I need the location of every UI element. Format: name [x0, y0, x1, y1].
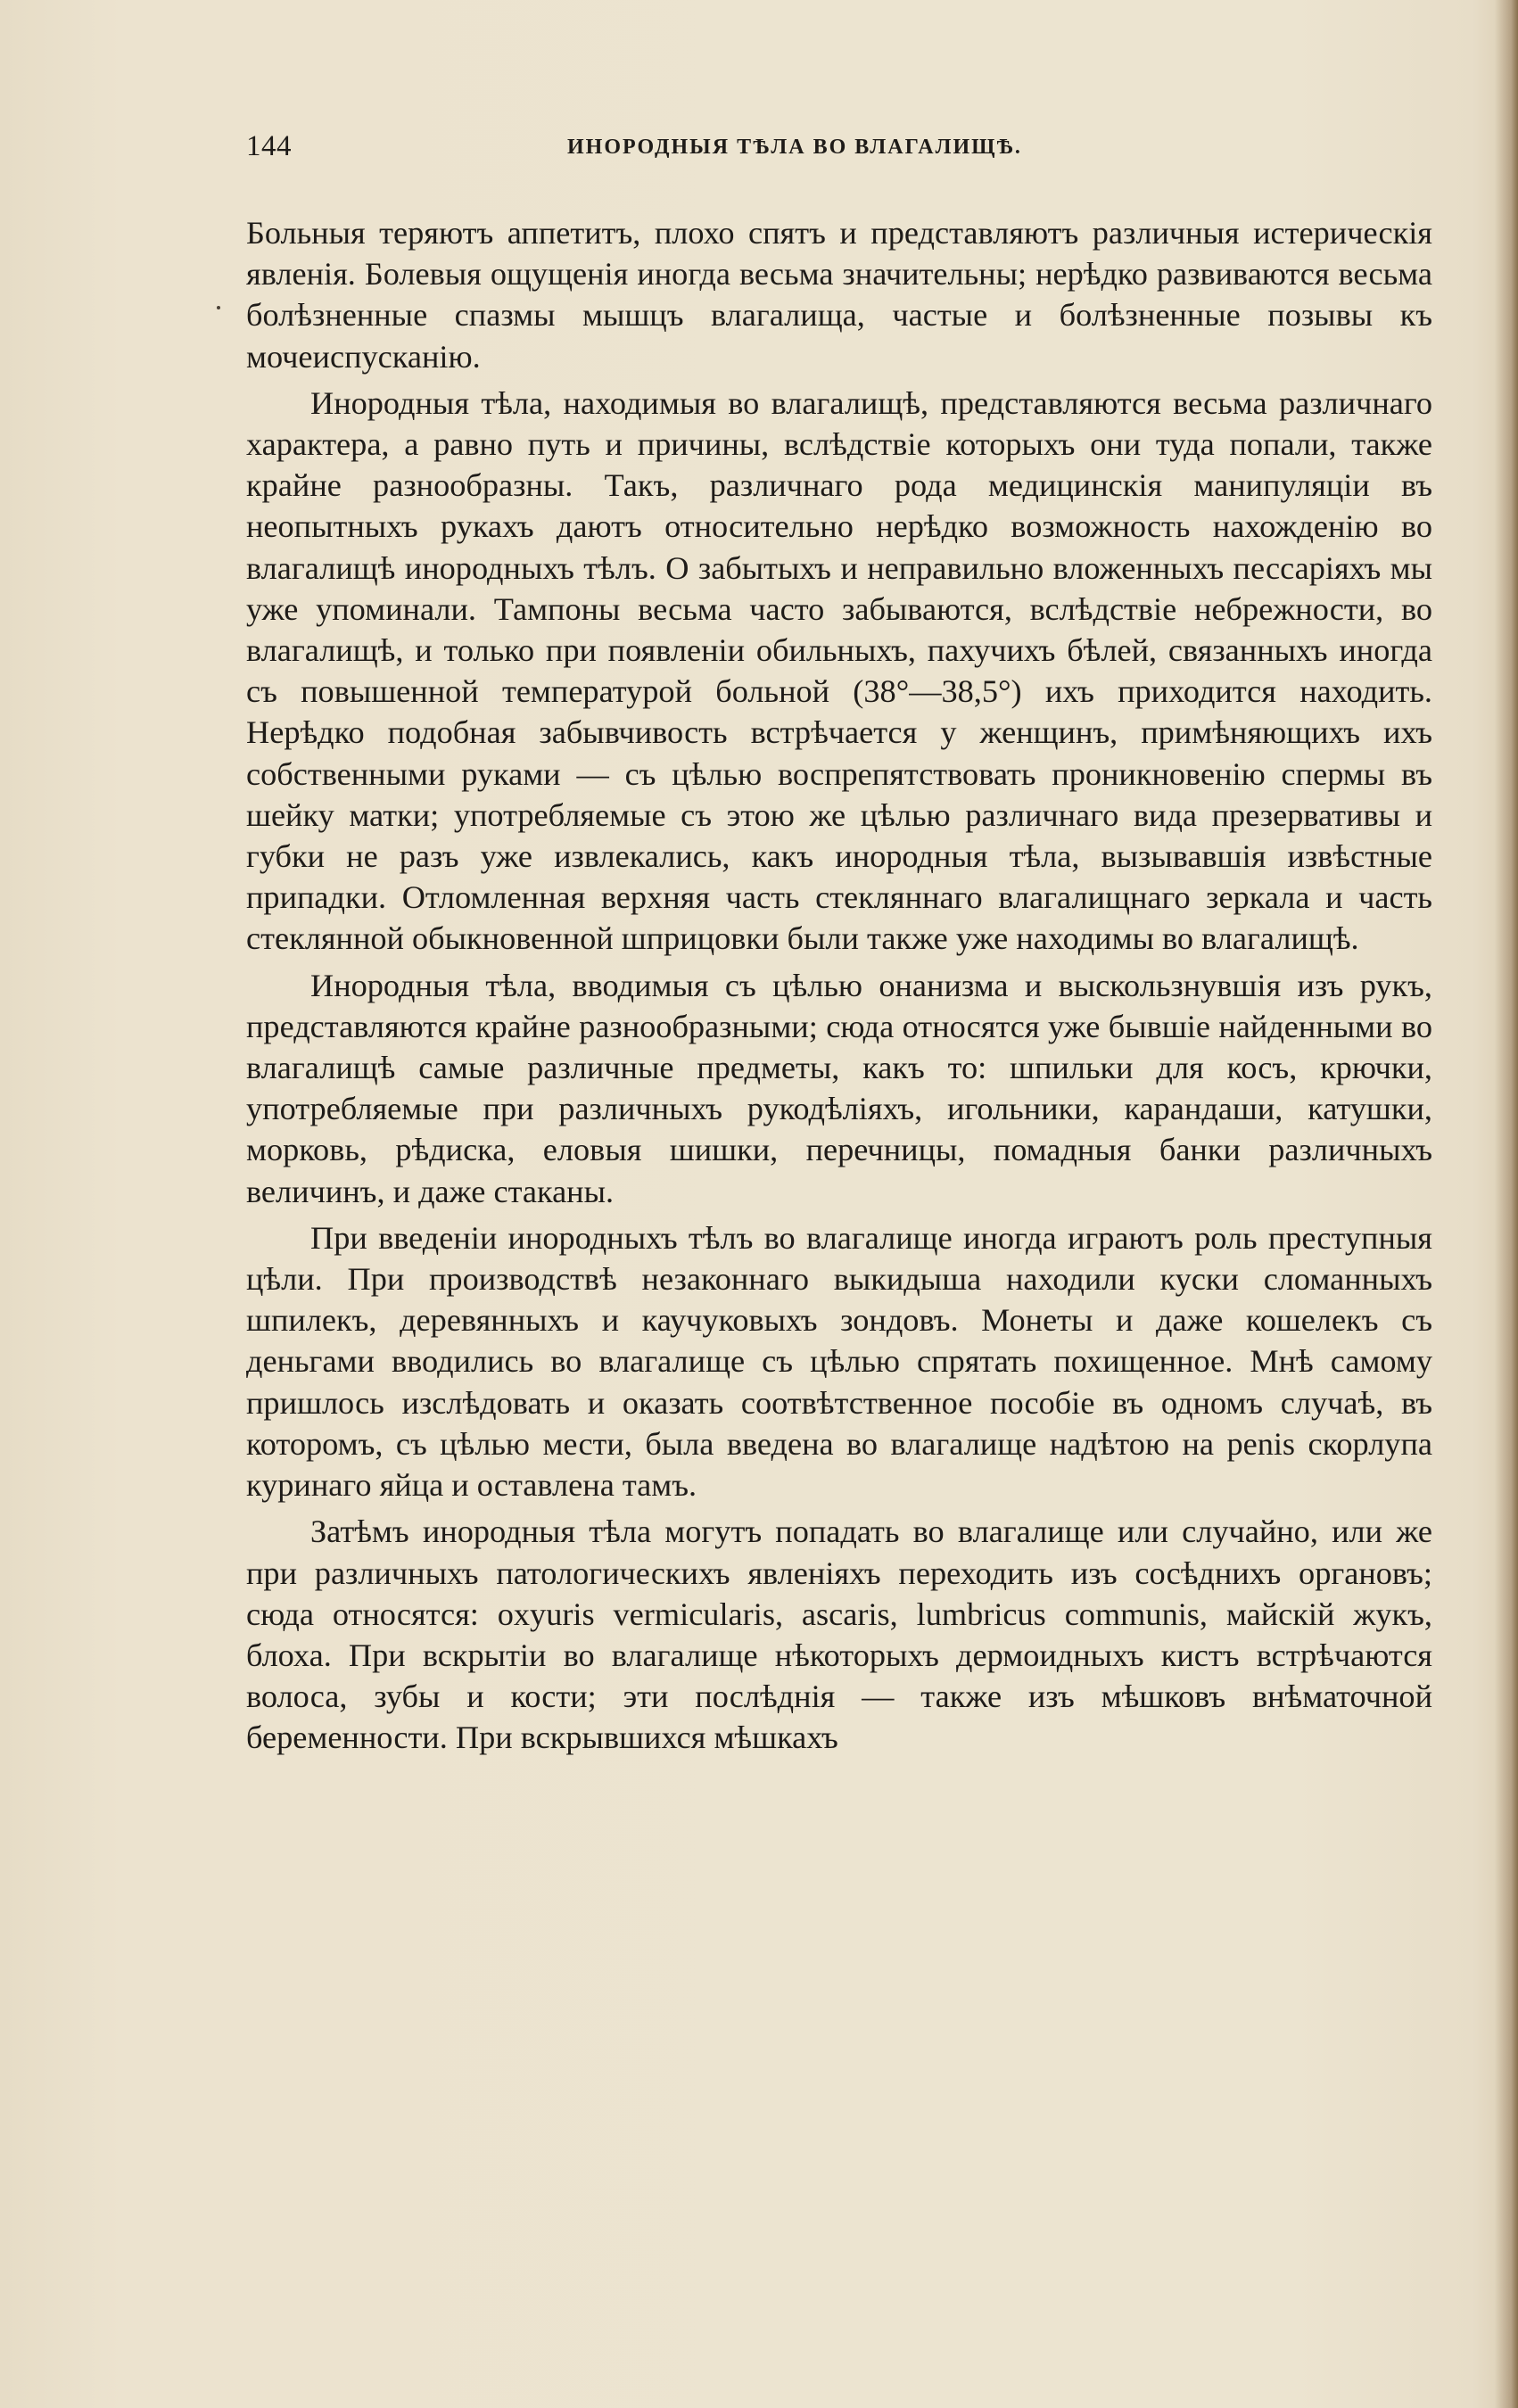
- paragraph-2: Инородныя тѣла, находимыя во влагалищѣ, представляются весьма различнаго характера, а равно путь и причины, вслѣдствіе которыхъ они туда попали, также крайне разнообразны. Такъ, различнаго рода медицинскія манипуляціи въ неопытныхъ рукахъ даютъ относительно нерѣдко возможность нахожденію во влагалищѣ инородныхъ тѣлъ. О забытыхъ и неправильно вложенныхъ пессаріяхъ мы уже упоминали. Тампоны весьма часто забываются, вслѣдствіе небрежности, во влагалищѣ, и только при появленіи обильныхъ, пахучихъ бѣлей, связанныхъ иногда съ повышенной температурой больной (38°—38,5°) ихъ приходится находить. Нерѣдко подобная забывчивость встрѣчается у женщинъ, примѣняющихъ ихъ собственными руками — съ цѣлью воспрепятствовать проникновенію спермы въ шейку матки; употребляемые съ этою же цѣлью различнаго вида презервативы и губки не разъ уже извлекались, какъ инородныя тѣла, вызывавшія извѣстные припадки. Отломленная верхняя часть стекляннаго влагалищнаго зеркала и часть стеклянной обыкновенной шприцовки были также уже находимы во влагалищѣ.: [246, 384, 1432, 957]
- page-edge-shadow: [1495, 0, 1518, 2408]
- body-text: [246, 212, 1432, 1764]
- ink-speck: [217, 306, 220, 309]
- paragraph-4: При введеніи инородныхъ тѣлъ во влагалище иногда играютъ роль преступныя цѣли. При производствѣ незаконнаго выкидыша находили куски сломанныхъ шпилекъ, деревянныхъ и каучуковыхъ зондовъ. Монеты и даже кошелекъ съ деньгами вводились во влагалище съ цѣлью спрятать похищенное. Мнѣ самому пришлось изслѣдовать и оказать соотвѣтственное пособіе въ одномъ случаѣ, въ которомъ, съ цѣлью мести, была введена во влагалище надѣтою на penis скорлупа куринаго яйца и оставлена тамъ.: [246, 1219, 1432, 1504]
- paragraph-1: Больныя теряютъ аппетитъ, плохо спятъ и представляютъ различныя истерическія явленія. Болевыя ощущенія иногда весьма значительны; нерѣдко развиваются весьма болѣзненные спазмы мышцъ влагалища, частые и болѣзненные позывы къ мочеиспусканію.: [246, 215, 1432, 375]
- page-number: 144: [246, 130, 292, 162]
- page-header: [246, 130, 1432, 173]
- running-head: ИНОРОДНЫЯ ТѢЛА ВО ВЛАГАЛИЩѢ.: [567, 136, 1022, 159]
- paragraph-5: Затѣмъ инородныя тѣла могутъ попадать во влагалище или случайно, или же при различныхъ патологическихъ явленіяхъ переходить изъ сосѣднихъ органовъ; сюда относятся: oxyuris vermicularis, ascaris, lumbricus communis, майскій жукъ, блоха. При вскрытіи во влагалище нѣкоторыхъ дермоидныхъ кистъ встрѣчаются волоса, зубы и кости; эти послѣднія — также изъ мѣшковъ внѣматочной беременности. При вскрывшихся мѣшкахъ: [246, 1513, 1432, 1756]
- paragraph-3: Инородныя тѣла, вводимыя съ цѣлью онанизма и выскользнувшія изъ рукъ, представляются крайне разнообразными; сюда относятся уже бывшіе найденными во влагалищѣ самые различные предметы, какъ то: шпильки для косъ, крючки, употребляемые при различныхъ рукодѣліяхъ, игольники, карандаши, катушки, морковь, рѣдиска, еловыя шишки, перечницы, помадныя банки различныхъ величинъ, и даже стаканы.: [246, 967, 1432, 1209]
